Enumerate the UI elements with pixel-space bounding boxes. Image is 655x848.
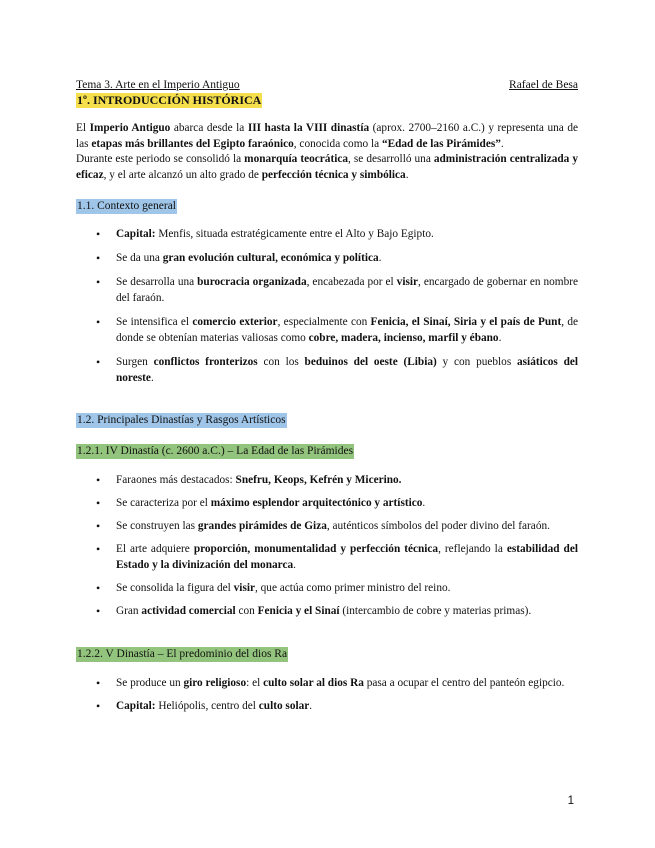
text-run: Durante este periodo se consolidó la	[76, 153, 245, 165]
text-run: .	[500, 137, 504, 150]
header-author: Rafael de Besa	[509, 79, 578, 91]
text-run: Heliópolis, centro del	[155, 700, 259, 712]
bold-text: comercio exterior	[192, 316, 278, 328]
list-1-2-2	[76, 675, 578, 721]
bold-text: conflictos fronterizos	[153, 356, 258, 368]
bold-text: Capital:	[116, 228, 156, 240]
bold-text: Fenicia y el Sinaí	[257, 605, 340, 617]
text-run: , reflejando la	[438, 543, 507, 555]
text-run: y con pueblos	[436, 356, 518, 368]
text-run: con	[235, 605, 258, 617]
text-run: pasa a ocupar el centro del panteón egipcio.	[363, 677, 565, 689]
bold-text: asiáticos del noreste	[116, 356, 579, 384]
bullet-item	[76, 518, 578, 534]
bullet-item	[76, 580, 578, 596]
text-run: , se desarrolló una	[348, 153, 434, 165]
text-run: Surgen	[116, 356, 154, 368]
bold-text: III hasta la VIII dinastía	[247, 122, 370, 134]
text-run: , de donde se obtenían materias valiosas como	[116, 316, 579, 344]
text-run: abarca desde la	[170, 122, 248, 134]
bullet-item	[76, 541, 578, 573]
bullet-item	[76, 314, 578, 346]
text-run: El	[76, 122, 90, 134]
text-run: .	[405, 168, 409, 181]
bold-text: Snefru, Keops, Kefrén y Micerino.	[235, 474, 402, 486]
text-run: : el	[246, 677, 264, 689]
bold-text: Imperio Antiguo	[89, 122, 171, 134]
intro-paragraph-1	[76, 121, 578, 152]
bold-text: máximo esplendor arquitectónico y artístico	[210, 497, 423, 509]
text-run: El arte adquiere	[116, 543, 194, 555]
bold-text: actividad comercial	[141, 605, 236, 617]
text-run: , que actúa como primer ministro del reino.	[255, 582, 451, 594]
text-run: Se caracteriza por el	[116, 497, 211, 509]
section-title: 1º. INTRODUCCIÓN HISTÓRICA	[77, 93, 262, 107]
bold-text: beduinos del oeste (Libia)	[304, 356, 437, 368]
heading-1-2-2: 1.2.2. V Dinastía – El predominio del dios Ra	[77, 648, 288, 660]
intro-paragraph-2	[76, 152, 578, 183]
bullet-item	[76, 226, 578, 242]
list-1-1	[76, 226, 578, 394]
text-run: Menfis, situada estratégicamente entre el Alto y Bajo Egipto.	[155, 228, 434, 240]
bold-text: perfección técnica y simbólica	[261, 168, 406, 181]
bullet-item	[76, 250, 578, 266]
bold-text: burocracia organizada	[197, 276, 307, 288]
bold-text: “Edad de las Pirámides”	[381, 137, 501, 150]
text-run: , encabezada por el	[306, 276, 397, 288]
bold-text: monarquía teocrática	[244, 153, 349, 165]
bullet-item	[76, 675, 578, 691]
text-run: , y el arte alcanzó un alto grado de	[103, 168, 262, 181]
text-run: .	[422, 497, 426, 509]
bullet-item	[76, 495, 578, 511]
bullet-item	[76, 472, 578, 488]
text-run: , especialmente con	[277, 316, 371, 328]
text-run: Gran	[116, 605, 142, 617]
bold-text: Fenicia, el Sinaí, Siria y el país de Punt	[370, 316, 562, 328]
bold-text: gran evolución cultural, económica y política	[162, 252, 379, 264]
bold-text: giro religioso	[183, 677, 247, 689]
text-run: , conocida como la	[293, 137, 382, 150]
bold-text: administración centralizada y eficaz	[76, 153, 579, 181]
bold-text: estabilidad del Estado y la divinización del monarca	[116, 543, 578, 571]
text-run: .	[309, 700, 313, 712]
page-number: 1	[567, 795, 574, 807]
bold-text: proporción, monumentalidad y perfección técnica	[193, 543, 439, 555]
bold-text: visir	[233, 582, 255, 594]
text-run: .	[498, 332, 502, 344]
text-run: Faraones más destacados:	[116, 474, 236, 486]
bullet-item	[76, 274, 578, 306]
bold-text: etapas más brillantes del Egipto faraónico	[91, 137, 294, 150]
bullet-item	[76, 603, 578, 619]
bold-text: Capital:	[116, 700, 156, 712]
text-run: Se intensifica el	[116, 316, 193, 328]
bold-text: cobre, madera, incienso, marfil y ébano	[308, 332, 499, 344]
bold-text: visir	[396, 276, 419, 288]
text-run: Se consolida la figura del	[116, 582, 234, 594]
text-run: .	[378, 252, 382, 264]
text-run: .	[293, 559, 296, 571]
bold-text: culto solar al dios Ra	[263, 677, 364, 689]
heading-1-2-1: 1.2.1. IV Dinastía (c. 2600 a.C.) – La Edad de las Pirámides	[77, 445, 354, 457]
page-header	[76, 78, 578, 92]
header-topic: Tema 3. Arte en el Imperio Antiguo	[76, 79, 240, 91]
text-run: , auténticos símbolos del poder divino del faraón.	[326, 520, 550, 532]
bold-text: grandes pirámides de Giza	[197, 520, 327, 532]
text-run: Se construyen las	[116, 520, 198, 532]
text-run: , encargado de gobernar en nombre del faraón.	[116, 276, 578, 304]
text-run: Se produce un	[116, 677, 184, 689]
text-run: Se desarrolla una	[116, 276, 198, 288]
bullet-item	[76, 354, 578, 386]
bold-text: culto solar	[258, 700, 310, 712]
bullet-item	[76, 698, 578, 714]
list-1-2-1	[76, 472, 578, 626]
text-run: (intercambio de cobre y materias primas).	[339, 605, 532, 617]
text-run: con los	[257, 356, 305, 368]
text-run: .	[150, 372, 154, 384]
text-run: Se da una	[116, 252, 163, 264]
text-run: (aprox. 2700–2160 a.C.) y representa una de las	[76, 122, 578, 150]
heading-1-2: 1.2. Principales Dinastías y Rasgos Artísticos	[77, 414, 286, 426]
heading-1-1: 1.1. Contexto general	[77, 200, 177, 212]
